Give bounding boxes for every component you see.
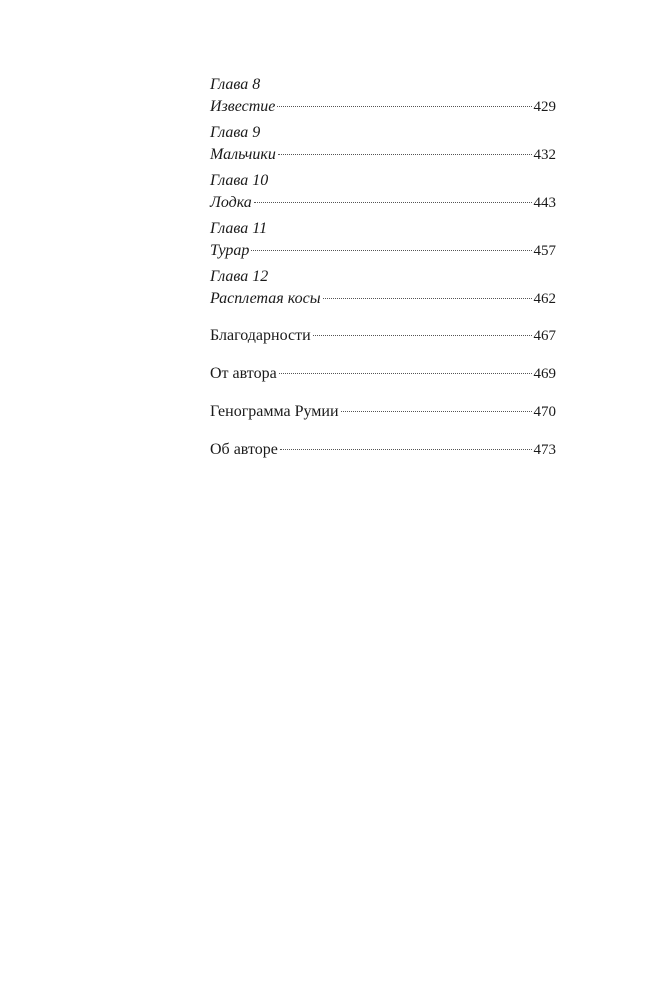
chapter-label: Глава 12 [210, 268, 269, 285]
page-number: 457 [533, 243, 556, 259]
chapter-label: Глава 10 [210, 172, 269, 189]
toc-entry[interactable] [210, 96, 556, 118]
toc-entry[interactable] [210, 240, 556, 262]
chapter-label: Глава 11 [210, 220, 268, 237]
chapter-label: Глава 8 [210, 76, 261, 93]
dot-leader [251, 250, 531, 251]
page-number: 469 [533, 366, 556, 382]
dot-leader [313, 335, 532, 336]
dot-leader [277, 106, 531, 107]
toc-section-about-author [210, 439, 556, 461]
toc-entry[interactable] [210, 363, 556, 385]
toc-entry[interactable] [210, 401, 556, 423]
entry-title: Лодка [210, 194, 252, 211]
toc-chapter-8 [210, 74, 556, 118]
dot-leader [254, 202, 532, 203]
dot-leader [341, 411, 532, 412]
page-number: 470 [533, 404, 556, 420]
entry-title: Об авторе [210, 441, 278, 458]
page-number: 467 [533, 328, 556, 344]
toc-chapter-11 [210, 218, 556, 262]
toc-entry[interactable] [210, 192, 556, 214]
toc-section-genogram [210, 401, 556, 423]
dot-leader [279, 373, 532, 374]
chapter-label: Глава 9 [210, 124, 261, 141]
toc-entry[interactable] [210, 288, 556, 310]
page-number: 462 [533, 291, 556, 307]
entry-title: Турар [210, 242, 250, 259]
toc-section-from-author [210, 363, 556, 385]
page-number: 443 [533, 195, 556, 211]
toc-chapter-10 [210, 170, 556, 214]
entry-title: Известие [210, 98, 276, 115]
toc-chapter-9 [210, 122, 556, 166]
page-number: 429 [533, 99, 556, 115]
toc-entry[interactable] [210, 325, 556, 347]
dot-leader [280, 449, 532, 450]
entry-title: Мальчики [210, 146, 276, 163]
page-number: 473 [533, 442, 556, 458]
toc-chapter-12 [210, 266, 556, 310]
dot-leader [323, 298, 532, 299]
table-of-contents [210, 74, 556, 461]
entry-title: Благодарности [210, 327, 311, 344]
entry-title: От автора [210, 365, 277, 382]
page-number: 432 [533, 147, 556, 163]
entry-title: Генограмма Румии [210, 403, 339, 420]
entry-title: Расплетая косы [210, 290, 321, 307]
toc-entry[interactable] [210, 439, 556, 461]
toc-section-acknowledgements [210, 325, 556, 347]
dot-leader [278, 154, 532, 155]
toc-entry[interactable] [210, 144, 556, 166]
